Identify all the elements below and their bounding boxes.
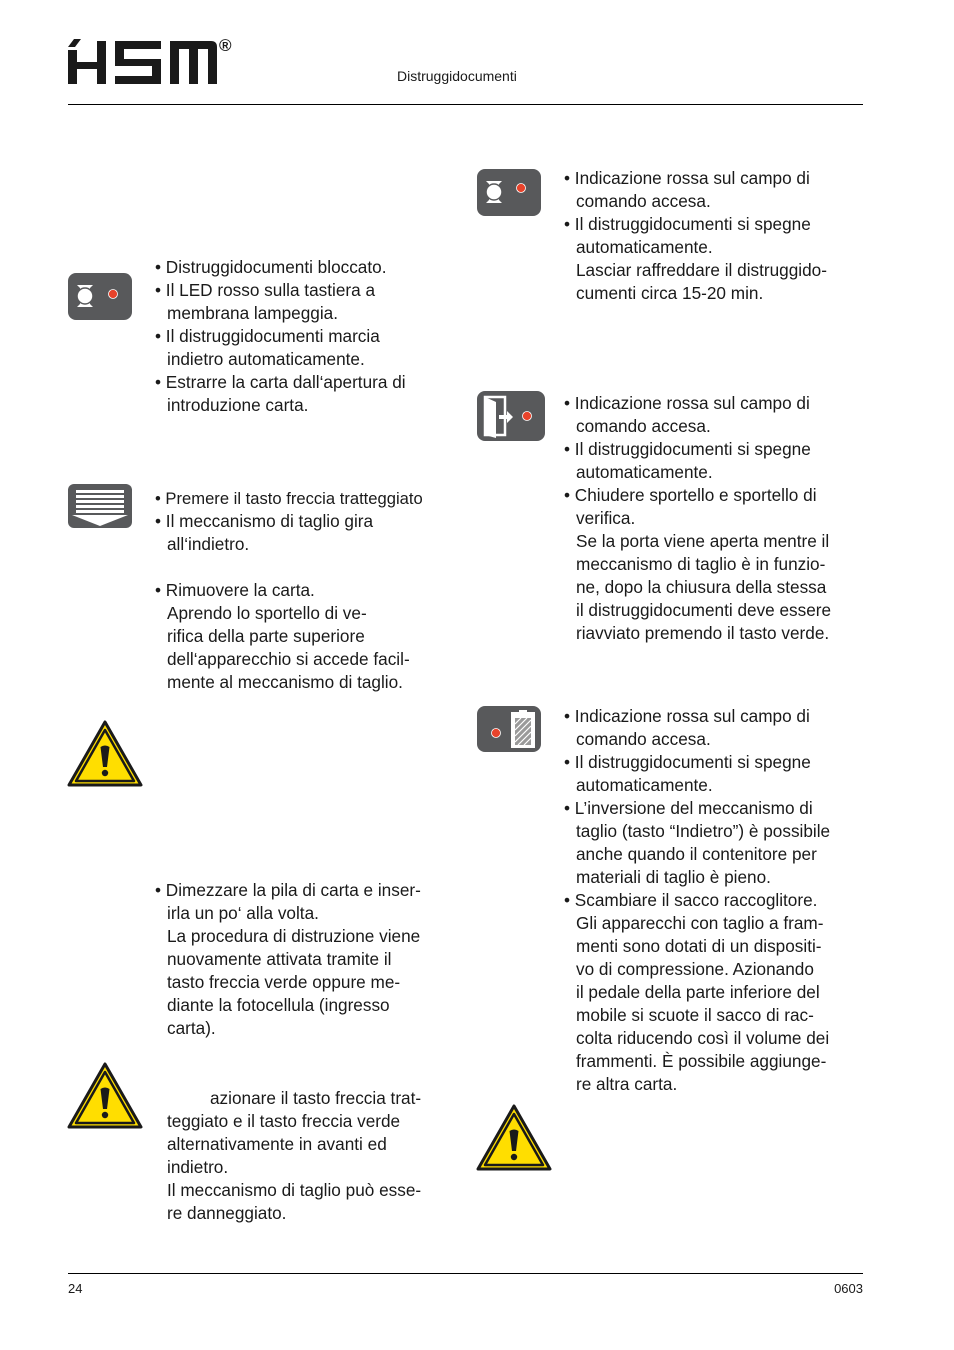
warning-instructions <box>167 1087 421 1225</box>
text-line: irla un po‘ alla volta. <box>167 903 319 923</box>
text-line: • Rimuovere la carta. <box>155 580 315 600</box>
blocked-led-panel-icon <box>68 273 132 320</box>
overheat-motor-panel-icon <box>477 169 541 216</box>
text-line: anche quando il contenitore per <box>576 844 817 864</box>
text-line: • Il distruggidocumenti si spegne <box>564 214 811 234</box>
text-line: frammenti. È possibile aggiunge- <box>576 1051 827 1071</box>
text-line: vo di compressione. Azionando <box>576 959 814 979</box>
text-line: • Il meccanismo di taglio gira <box>155 511 374 531</box>
halve-instructions <box>155 879 421 1040</box>
text-line: • Il distruggidocumenti si spegne <box>564 439 811 459</box>
door-instructions <box>564 392 831 645</box>
text-line: automaticamente. <box>576 237 713 257</box>
text-line: tasto freccia verde oppure me- <box>167 972 401 992</box>
text-line: Lasciar raffreddare il distruggido- <box>576 260 827 280</box>
header-rule <box>68 104 863 105</box>
hsm-logo <box>67 38 247 93</box>
reverse-arrow-key-icon <box>68 484 132 528</box>
text-line: mente al meccanismo di taglio. <box>167 672 403 692</box>
footer-rule <box>68 1273 863 1274</box>
text-line: • Il distruggidocumenti marcia <box>155 326 380 346</box>
blocked-instructions <box>155 256 406 417</box>
text-line: Aprendo lo sportello di ve- <box>167 603 367 623</box>
text-line: azionare il tasto freccia trat- <box>210 1088 422 1108</box>
bin-full-instructions <box>564 705 830 1096</box>
text-line: Gli apparecchi con taglio a fram- <box>576 913 824 933</box>
warning-triangle-icon <box>476 1104 552 1176</box>
text-line: re altra carta. <box>576 1074 678 1094</box>
door-open-panel-icon <box>477 391 545 441</box>
text-line: ne, dopo la chiusura della stessa <box>576 577 827 597</box>
text-line: automaticamente. <box>576 462 713 482</box>
text-line: teggiato e il tasto freccia verde <box>167 1111 401 1131</box>
text-line: • Indicazione rossa sul campo di <box>564 168 810 188</box>
text-line: dell‘apparecchio si accede facil- <box>167 649 410 669</box>
text-line: • Scambiare il sacco raccoglitore. <box>564 890 818 910</box>
text-line: riavviato premendo il tasto verde. <box>576 623 830 643</box>
text-line: materiali di taglio è pieno. <box>576 867 771 887</box>
text-line: La procedura di distruzione viene <box>167 926 421 946</box>
page-number: 24 <box>68 1281 83 1296</box>
document-code: 0603 <box>834 1281 863 1296</box>
document-title: Distruggidocumenti <box>397 68 517 84</box>
text-line: mobile si scuote il sacco di rac- <box>576 1005 814 1025</box>
text-line: alternativamente in avanti ed <box>167 1134 387 1154</box>
registered-mark: ® <box>219 36 232 55</box>
text-line: menti sono dotati di un dispositi- <box>576 936 822 956</box>
text-line: Se la porta viene aperta mentre il <box>576 531 830 551</box>
text-line: • Distruggidocumenti bloccato. <box>155 257 387 277</box>
text-line: comando accesa. <box>576 416 711 436</box>
text-line: indietro. <box>167 1157 229 1177</box>
reverse-instructions <box>155 487 423 694</box>
text-line: re danneggiato. <box>167 1203 287 1223</box>
text-line: • Il distruggidocumenti si spegne <box>564 752 811 772</box>
text-line: • Indicazione rossa sul campo di <box>564 393 810 413</box>
text-line: carta). <box>167 1018 216 1038</box>
warning-triangle-icon <box>67 1062 143 1134</box>
bin-full-panel-icon <box>477 706 541 752</box>
text-line: membrana lampeggia. <box>167 303 339 323</box>
text-line: cumenti circa 15-20 min. <box>576 283 764 303</box>
text-line: • Il LED rosso sulla tastiera a <box>155 280 375 300</box>
text-line: • Premere il tasto freccia tratteggiato <box>155 489 423 508</box>
text-line: • Indicazione rossa sul campo di <box>564 706 810 726</box>
text-line: comando accesa. <box>576 729 711 749</box>
overheat-instructions <box>564 167 827 305</box>
text-line: colta riducendo così il volume dei <box>576 1028 830 1048</box>
text-line: meccanismo di taglio è in funzio- <box>576 554 826 574</box>
text-line: Il meccanismo di taglio può esse- <box>167 1180 422 1200</box>
text-line: all‘indietro. <box>167 534 250 554</box>
text-line: rifica della parte superiore <box>167 626 365 646</box>
text-line: comando accesa. <box>576 191 711 211</box>
text-line: • Dimezzare la pila di carta e inser- <box>155 880 421 900</box>
text-line: il pedale della parte inferiore del <box>576 982 820 1002</box>
text-line: diante la fotocellula (ingresso <box>167 995 390 1015</box>
text-line: il distruggidocumenti deve essere <box>576 600 832 620</box>
text-line: taglio (tasto “Indietro”) è possibile <box>576 821 831 841</box>
text-line: indietro automaticamente. <box>167 349 365 369</box>
warning-triangle-icon <box>67 720 143 792</box>
text-line: • Estrarre la carta dall‘apertura di <box>155 372 406 392</box>
text-line: nuovamente attivata tramite il <box>167 949 392 969</box>
text-line: automaticamente. <box>576 775 713 795</box>
text-line: • L’inversione del meccanismo di <box>564 798 813 818</box>
text-line: introduzione carta. <box>167 395 309 415</box>
text-line: • Chiudere sportello e sportello di <box>564 485 817 505</box>
text-line: verifica. <box>576 508 636 528</box>
